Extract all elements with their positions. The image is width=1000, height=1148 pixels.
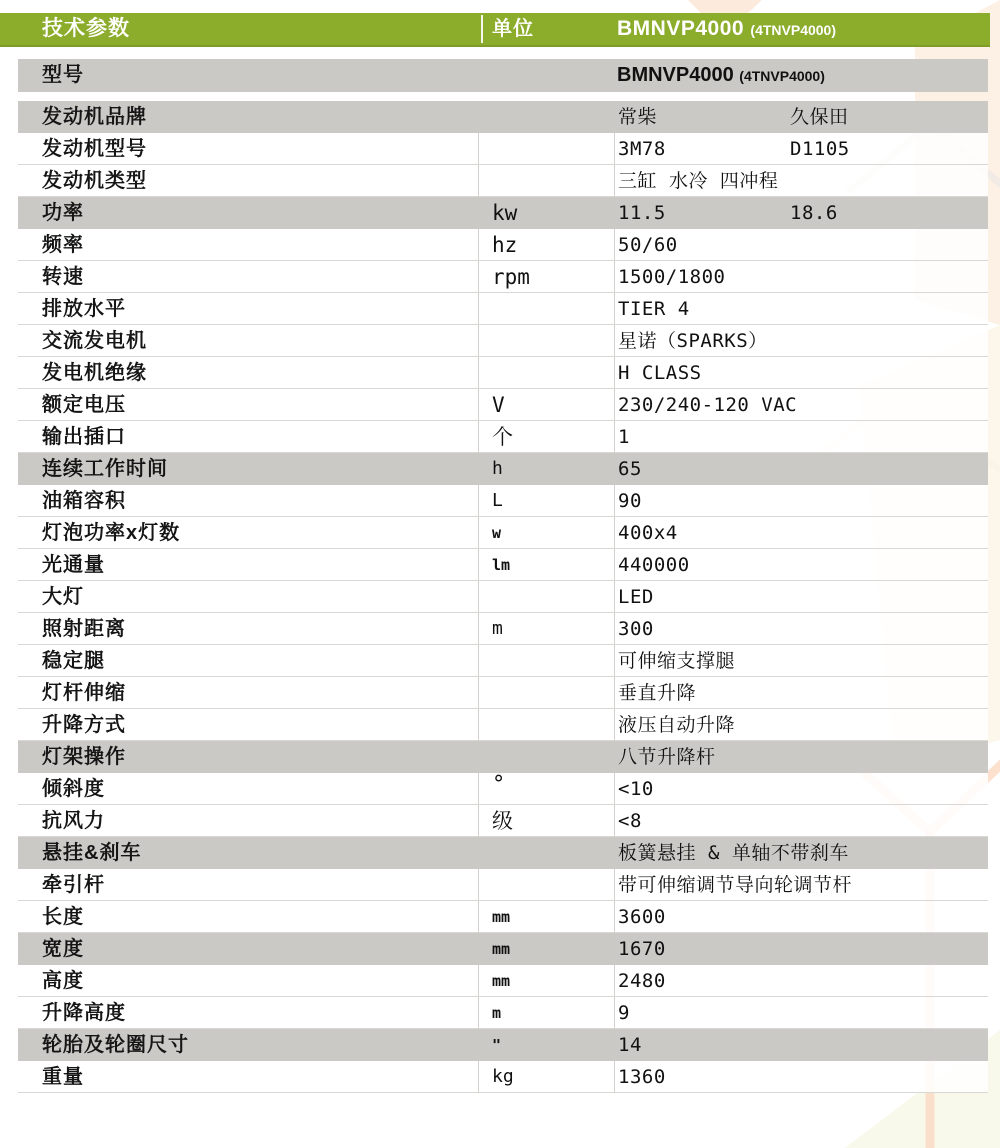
spec-label: 光通量 [42, 554, 105, 576]
spec-row [18, 453, 988, 485]
spec-row [18, 261, 988, 293]
spec-value [618, 453, 642, 485]
spec-label: 油箱容积 [42, 490, 126, 512]
spec-value [618, 165, 778, 197]
spec-value [618, 709, 735, 741]
spec-unit: mm [492, 972, 511, 990]
spec-label: 照射距离 [42, 618, 126, 640]
spec-label: 灯泡功率x灯数 [42, 522, 181, 544]
spec-unit: rpm [492, 265, 530, 289]
spec-value [618, 197, 838, 229]
spec-value [618, 581, 654, 613]
spec-value [618, 773, 654, 805]
spec-row [18, 645, 988, 677]
model-row-value-main: BMNVP4000 [617, 64, 734, 86]
spec-value-primary: 常柴 [618, 106, 658, 128]
spec-value-primary: 星诺（SPARKS） [618, 330, 768, 352]
spec-row [18, 837, 988, 869]
spec-label: 连续工作时间 [42, 458, 168, 480]
spec-value [618, 1029, 642, 1061]
spec-row [18, 677, 988, 709]
spec-label: 稳定腿 [42, 650, 105, 672]
spec-label: 灯架操作 [42, 746, 126, 768]
spec-value-primary: <10 [618, 778, 654, 800]
spec-value [618, 389, 797, 421]
spec-unit: hz [492, 233, 518, 257]
spec-label: 发动机类型 [42, 170, 147, 192]
spec-value [618, 869, 852, 901]
spec-row [18, 485, 988, 517]
spec-value [618, 677, 696, 709]
spec-unit: m [492, 1004, 502, 1022]
spec-value-primary: 可伸缩支撑腿 [618, 650, 736, 672]
spec-unit: lm [492, 556, 511, 574]
spec-row [18, 229, 988, 261]
spec-row [18, 101, 988, 133]
spec-value-secondary: 久保田 [790, 106, 849, 128]
spec-label: 频率 [42, 234, 84, 256]
spec-row [18, 133, 988, 165]
spec-label: 轮胎及轮圈尺寸 [42, 1034, 189, 1056]
spec-row [18, 997, 988, 1029]
spec-row [18, 805, 988, 837]
spec-value-primary: 1 [618, 426, 630, 448]
spec-value-primary: LED [618, 586, 654, 608]
spec-value-primary: 1670 [618, 938, 666, 960]
spec-unit: kg [492, 1066, 514, 1087]
spec-row [18, 965, 988, 997]
spec-value-primary: H CLASS [618, 362, 702, 384]
spec-row [18, 869, 988, 901]
spec-unit: V [492, 393, 505, 417]
spec-value-primary: 230/240-120 VAC [618, 394, 798, 416]
spec-value-primary: 2480 [618, 970, 666, 992]
model-name: BMNVP4000 [617, 17, 745, 40]
spec-row [18, 549, 988, 581]
spec-unit: kw [492, 201, 518, 225]
spec-unit: " [492, 1036, 502, 1054]
spec-value-primary: 65 [618, 458, 642, 480]
spec-row [18, 933, 988, 965]
spec-label: 发动机品牌 [42, 106, 147, 128]
spec-value-primary: <8 [618, 810, 642, 832]
spec-value [618, 805, 642, 837]
spec-value [618, 837, 849, 869]
spec-value-primary: 3M78 [618, 138, 666, 160]
spec-row [18, 293, 988, 325]
spec-value-primary: 300 [618, 618, 654, 640]
spec-row [18, 517, 988, 549]
spec-rows [18, 101, 988, 1093]
spec-value-primary: 14 [618, 1034, 642, 1056]
spec-value-primary: 三缸 水冷 四冲程 [618, 170, 779, 192]
spec-unit: 个 [492, 425, 513, 449]
spec-label: 交流发电机 [42, 330, 147, 352]
spec-value [618, 261, 725, 293]
spec-value-primary: 3600 [618, 906, 666, 928]
spec-value-primary: 90 [618, 490, 642, 512]
spec-value [618, 325, 768, 357]
spec-value [618, 421, 630, 453]
spec-row [18, 421, 988, 453]
spec-label: 排放水平 [42, 298, 126, 320]
spec-value [618, 741, 716, 773]
spec-label: 转速 [42, 266, 84, 288]
spec-label: 长度 [42, 906, 84, 928]
spec-label: 高度 [42, 970, 84, 992]
spec-value [618, 1061, 666, 1093]
model-row-value-sub: (4TNVP4000) [739, 68, 825, 84]
spec-unit: L [492, 490, 503, 511]
spec-label: 重量 [42, 1066, 84, 1088]
spec-label: 抗风力 [42, 810, 105, 832]
spec-row [18, 165, 988, 197]
spec-row [18, 581, 988, 613]
spec-unit: m [492, 618, 503, 639]
spec-value-primary: 板簧悬挂 & 单轴不带刹车 [618, 842, 849, 864]
spec-label: 输出插口 [42, 426, 126, 448]
model-row-value [617, 59, 825, 93]
spec-label: 宽度 [42, 938, 84, 960]
unit-column-header: 单位 [492, 18, 534, 40]
spec-label: 发电机绝缘 [42, 362, 147, 384]
spec-unit: mm [492, 940, 511, 958]
spec-label: 倾斜度 [42, 778, 105, 800]
spec-value [618, 101, 849, 133]
spec-value [618, 965, 666, 997]
spec-value-primary: 液压自动升降 [618, 714, 736, 736]
spec-value-primary: 1360 [618, 1066, 666, 1088]
spec-value [618, 933, 666, 965]
spec-value [618, 645, 735, 677]
spec-value-primary: 11.5 [618, 202, 666, 224]
spec-unit: h [492, 458, 503, 479]
spec-row [18, 613, 988, 645]
spec-value-secondary: D1105 [790, 138, 850, 160]
spec-value-primary: 50/60 [618, 234, 678, 256]
spec-value [618, 133, 850, 165]
spec-value [618, 357, 702, 389]
header-column-divider [481, 15, 483, 43]
spec-label: 功率 [42, 202, 84, 224]
spec-row [18, 357, 988, 389]
spec-label: 悬挂&刹车 [42, 842, 142, 864]
model-row [18, 59, 988, 92]
spec-value [618, 613, 654, 645]
spec-label: 灯杆伸缩 [42, 682, 126, 704]
spec-value-primary: TIER 4 [618, 298, 690, 320]
spec-value-primary: 垂直升降 [618, 682, 697, 704]
spec-value [618, 997, 630, 1029]
spec-value [618, 517, 678, 549]
spec-unit: ° [492, 772, 506, 797]
table-header-bar [0, 13, 990, 47]
spec-value-primary: 440000 [618, 554, 690, 576]
spec-value-primary: 400x4 [618, 522, 678, 544]
model-name-sub: (4TNVP4000) [750, 22, 836, 38]
model-row-label: 型号 [42, 64, 84, 86]
spec-value [618, 229, 678, 261]
spec-row [18, 325, 988, 357]
spec-label: 额定电压 [42, 394, 126, 416]
spec-value-primary: 带可伸缩调节导向轮调节杆 [618, 874, 853, 896]
spec-row [18, 901, 988, 933]
spec-value-primary: 1500/1800 [618, 266, 726, 288]
spec-row [18, 197, 988, 229]
spec-row [18, 709, 988, 741]
spec-value [618, 901, 666, 933]
spec-unit: mm [492, 908, 511, 926]
spec-label: 升降方式 [42, 714, 126, 736]
spec-value [618, 293, 690, 325]
spec-row [18, 389, 988, 421]
spec-row [18, 773, 988, 805]
spec-row [18, 1029, 988, 1061]
spec-value-secondary: 18.6 [790, 202, 838, 224]
table-title: 技术参数 [42, 17, 130, 40]
spec-unit: 级 [492, 809, 513, 833]
spec-label: 牵引杆 [42, 874, 105, 896]
spec-unit: w [492, 524, 502, 542]
model-column-header [617, 13, 836, 46]
spec-value-primary: 八节升降杆 [618, 746, 716, 768]
spec-label: 发动机型号 [42, 138, 147, 160]
spec-row [18, 1061, 988, 1093]
spec-value-primary: 9 [618, 1002, 630, 1024]
spec-value [618, 485, 642, 517]
spec-label: 大灯 [42, 586, 84, 608]
spec-label: 升降高度 [42, 1002, 126, 1024]
spec-row [18, 741, 988, 773]
spec-value [618, 549, 690, 581]
